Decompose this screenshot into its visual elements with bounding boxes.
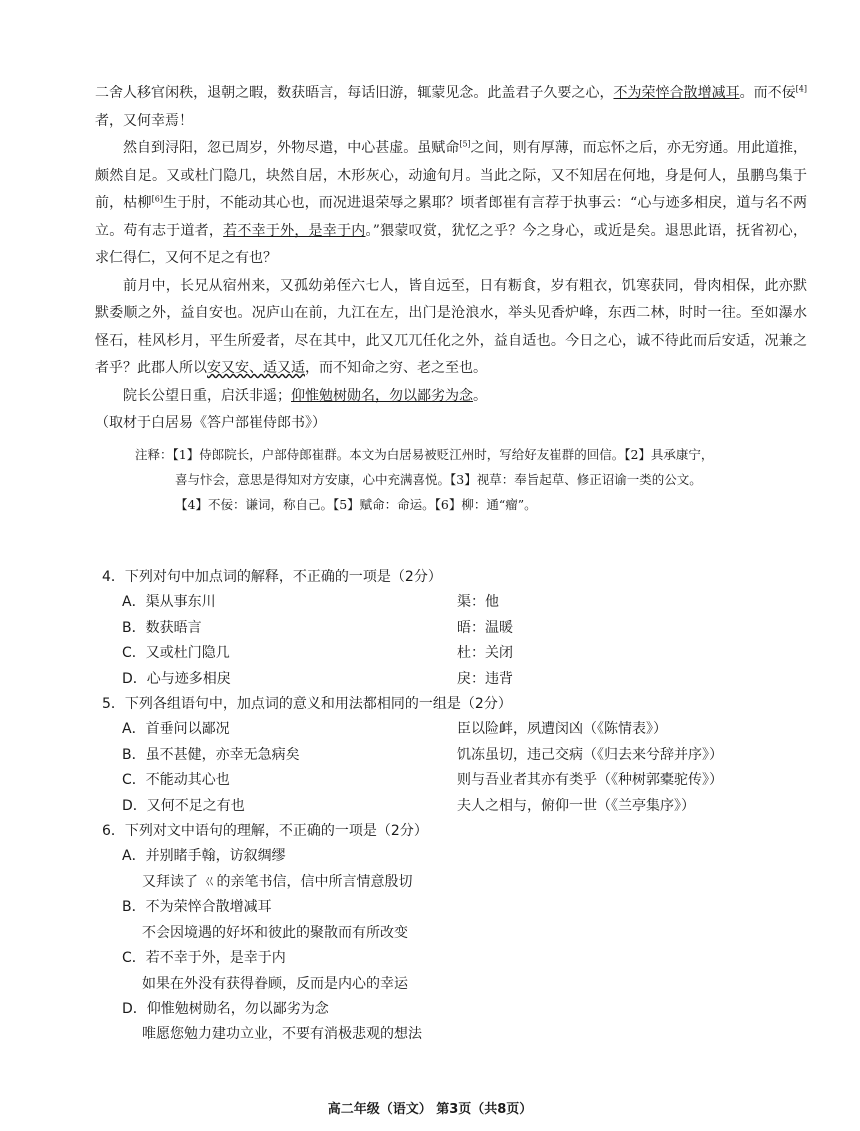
q5-option-d: D．又何不足之有也 夫人之相与，俯仰一世（《兰亭集序》） <box>122 797 695 814</box>
q4-option-c: C．又或杜门隐几 杜：关闭 <box>122 645 513 662</box>
annotations <box>95 442 807 517</box>
passage-paragraph: 院长公望日重，启沃非遥；仰惟勉树勋名，勿以鄙劣为念。 <box>123 387 487 404</box>
q5-option-a: A．首垂问以鄙况 臣以险衅，夙遭闵凶（《陈情表》） <box>122 721 667 738</box>
passage-paragraph: 然自到浔阳，忽已周岁，外物尽遣，中心甚虚。虽赋命[5]之间，则有厚薄，而忘怀之后，亦无穷通。用此道推，颇然自足。又或杜门隐几，块然自居，木形灰心，动逾旬月。当此之际，又不知居在何地，身是何人，虽鹏鸟集于前，枯柳[6]生于肘，不能动其心也，而况进退荣辱之累耶？顷者郎崔有言荐于执事云：“心与迹多相戾，道与名不两立。苟有志于道者，若不幸于外，是幸于内。”猥蒙叹赏，犹忆之乎？今之身心，或近是矣。退思此语，抚省初心，求仁得仁，又何不足之有也？ <box>95 139 808 266</box>
reading-passage <box>95 80 807 517</box>
question-4-title: 4．下列对句中加点词的解释，不正确的一项是（2分） <box>102 569 442 585</box>
q6-option-b: B．不为荣悴合散增减耳 不会因境遇的好坏和彼此的聚散而有所改变 <box>122 899 408 941</box>
q5-option-c: C．不能动其心也 则与吾业者其亦有类乎（《种树郭橐驼传》） <box>122 772 723 789</box>
q4-option-a: A．渠从事东川 渠：他 <box>122 594 499 611</box>
q4-option-d: D．心与迹多相戾 戾：违背 <box>122 670 513 687</box>
source-citation: （取材于白居易《答户部崔侍郎书》） <box>95 415 326 431</box>
page-footer: 高二年级（语文） 第3页（共8页） <box>327 1102 533 1117</box>
note-line: 注释：【1】侍郎院长，户部侍郎崔群。本文为白居易被贬江州时，写给好友崔群的回信。【2】具承康宁， <box>135 446 714 462</box>
passage-paragraph: 二舍人移官闲秩，退朝之暇，数获晤言，每话旧游，辄蒙见念。此盖君子久要之心，不为荣悴合散增减耳。而不佞[4]者，又何幸焉！ <box>95 84 808 129</box>
note-line: 【4】不佞：谦词，称自己。【5】赋命：命运。【6】柳：通“瘤”。 <box>175 496 537 512</box>
note-line: 喜与忭会，意思是得知对方安康，心中充满喜悦。【3】视草：奉旨起草、修正诏谕一类的公文。 <box>175 471 702 487</box>
q4-option-b: B．数获晤言 晤：温暖 <box>122 619 513 636</box>
questions <box>102 565 802 1048</box>
q5-option-b: B．虽不甚健，亦幸无急病矣 饥冻虽切，违己交病（《归去来兮辞并序》） <box>122 746 723 763</box>
q6-option-d: D．仰惟勉树勋名，勿以鄙劣为念 唯愿您勉力建功立业，不要有消极悲观的想法 <box>122 1000 422 1043</box>
passage-paragraph: 前月中，长兄从宿州来，又孤幼弟侄六七人，皆自远至，日有粝食，岁有粗衣，饥寒获同，骨肉相保，此亦默默委顺之外，益自安也。况庐山在前，九江在左，出门是沧浪水，举头见香炉峰，东西二林，时时一往。至如瀑水怪石，桂风杉月，平生所爱者，尽在其中，此又兀兀任化之外，益自适也。今日之心，诚不待此而后安适，况兼之者乎？此郡人所以安又安、适又适，而不知命之穷、老之至也。 <box>95 277 807 376</box>
question-5-title: 5．下列各组语句中，加点词的意义和用法都相同的一组是（2分） <box>102 696 512 713</box>
q6-option-c: C．若不幸于外，是幸于内 如果在外没有获得眷顾，反而是内心的幸运 <box>122 950 408 992</box>
q6-option-a: A．并别睹手翰，访叙绸缪 又拜读了 ㄍ的亲笔书信，信中所言情意殷切 <box>122 848 413 890</box>
question-6-title: 6．下列对文中语句的理解，不正确的一项是（2分） <box>102 823 428 840</box>
